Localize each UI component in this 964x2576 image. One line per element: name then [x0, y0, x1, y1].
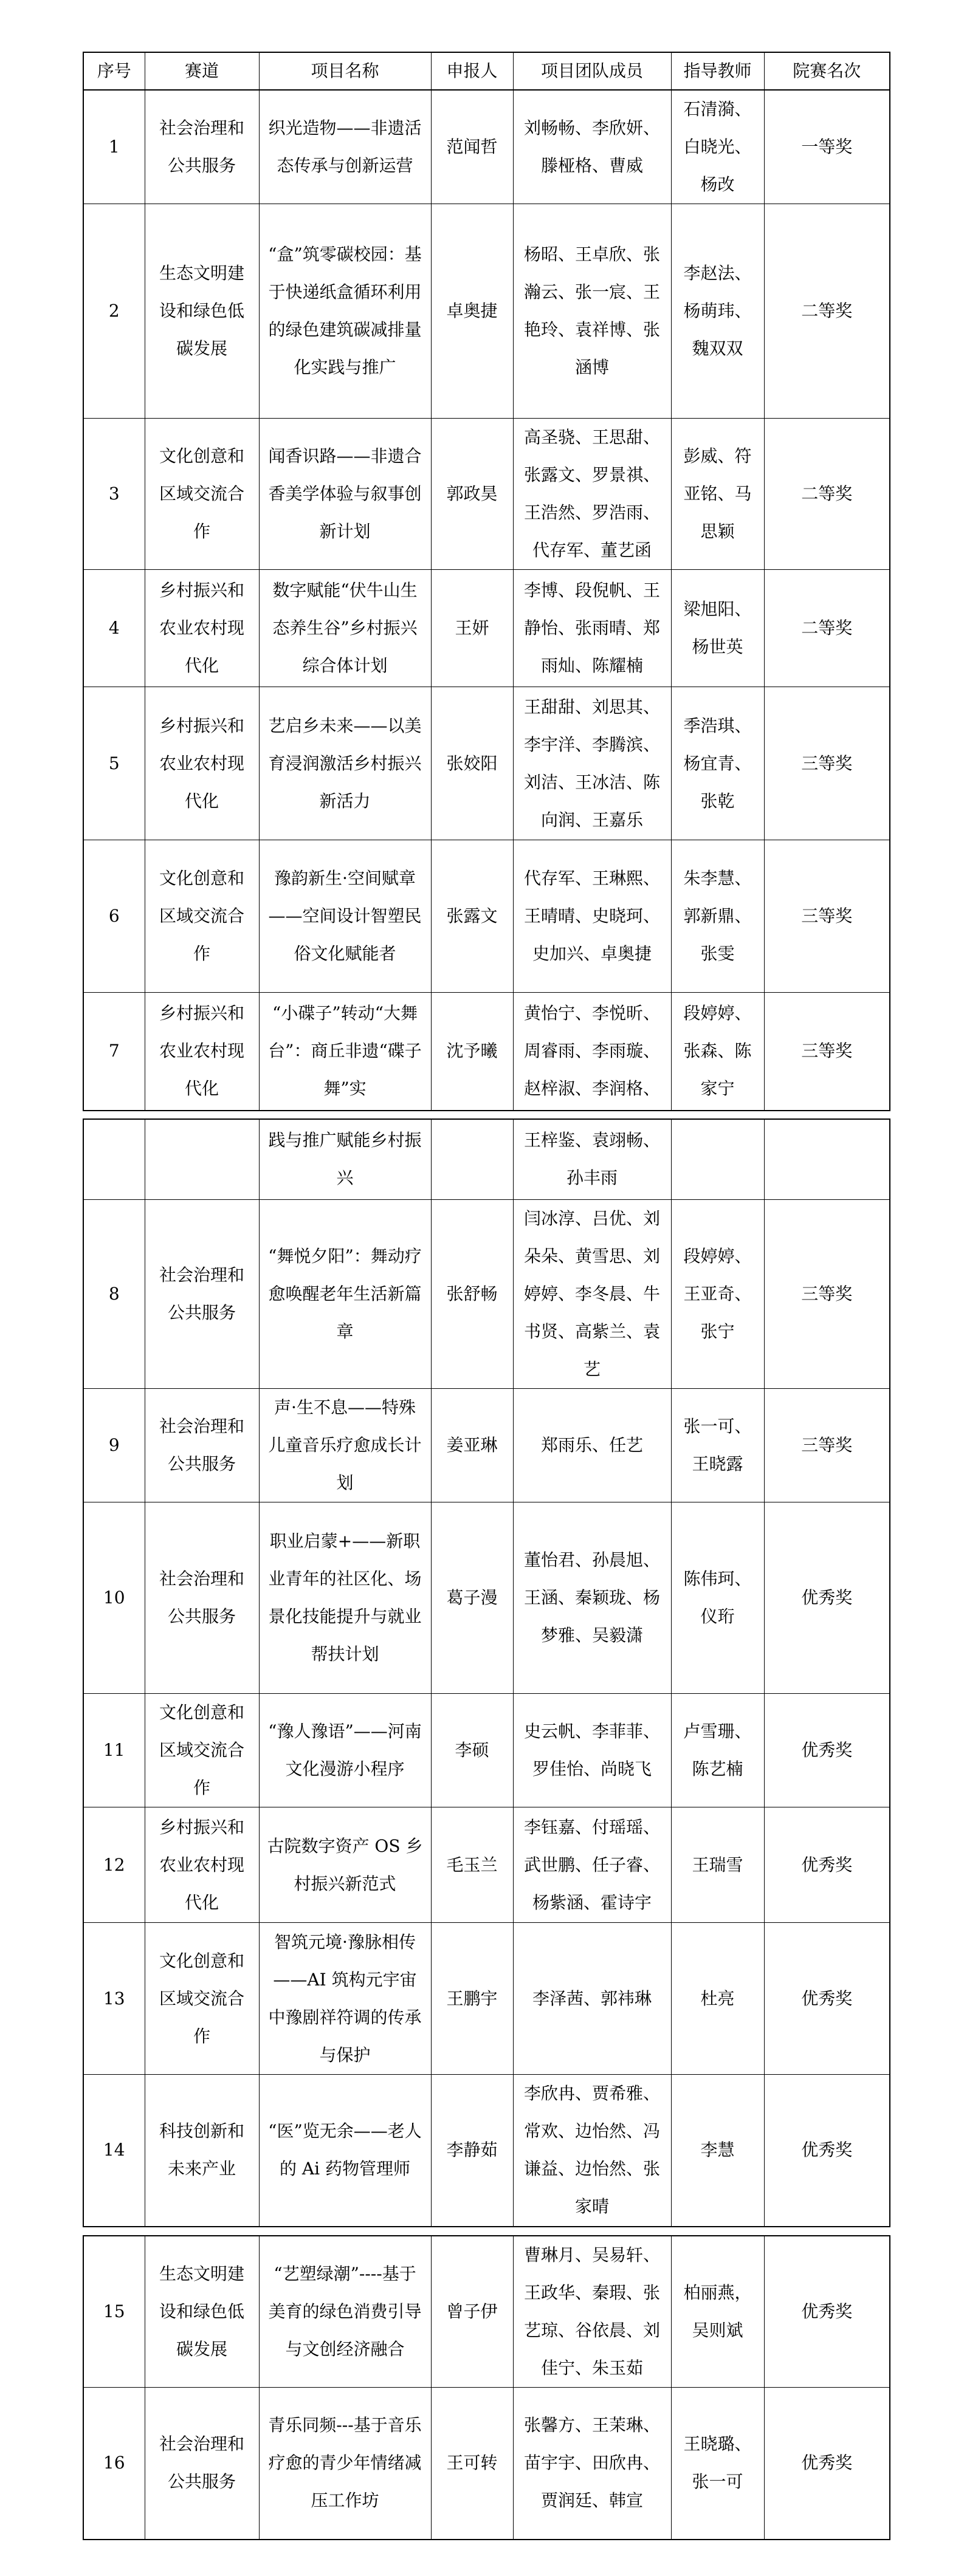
members-cell: 史云帆、李菲菲、罗佳怡、尚晓飞	[513, 1694, 671, 1807]
project-cell: “豫人豫语”——河南文化漫游小程序	[259, 1694, 431, 1807]
teachers-cell: 张一可、王晓露	[671, 1389, 764, 1502]
seq-cell: 1	[83, 90, 145, 204]
seq-cell: 12	[83, 1807, 145, 1923]
col-header-track: 赛道	[145, 52, 259, 90]
members-cell: 李博、段倪帆、王静怡、张雨晴、郑雨灿、陈耀楠	[513, 570, 671, 687]
project-cell: 豫韵新生·空间赋章——空间设计智塑民俗文化赋能者	[259, 840, 431, 993]
track-cell	[145, 1119, 259, 1200]
seq-cell: 13	[83, 1923, 145, 2075]
rank-cell: 优秀奖	[764, 2388, 890, 2540]
applicant-cell: 郭政昊	[431, 419, 513, 570]
teachers-cell: 朱李慧、郭新鼎、张雯	[671, 840, 764, 993]
project-cell: “盒”筑零碳校园：基于快递纸盒循环利用的绿色建筑碳减排量化实践与推广	[259, 204, 431, 419]
rank-cell: 三等奖	[764, 1200, 890, 1389]
table-row	[83, 419, 890, 570]
rank-cell: 三等奖	[764, 840, 890, 993]
rank-cell: 二等奖	[764, 419, 890, 570]
seq-cell: 8	[83, 1200, 145, 1389]
applicant-cell: 沈予曦	[431, 993, 513, 1111]
rank-cell: 优秀奖	[764, 1694, 890, 1807]
project-cell: 闻香识路——非遗合香美学体验与叙事创新计划	[259, 419, 431, 570]
table-row-continuation	[83, 1119, 890, 1200]
teachers-cell: 杜亮	[671, 1923, 764, 2075]
track-cell: 社会治理和公共服务	[145, 1502, 259, 1694]
table-row	[83, 2236, 890, 2388]
rank-cell: 优秀奖	[764, 1502, 890, 1694]
rank-cell: 三等奖	[764, 1389, 890, 1502]
rank-cell	[764, 1119, 890, 1200]
project-cell: 声·生不息——特殊儿童音乐疗愈成长计划	[259, 1389, 431, 1502]
seq-cell: 2	[83, 204, 145, 419]
rank-cell: 优秀奖	[764, 2236, 890, 2388]
project-cell: “小碟子”转动“大舞台”：商丘非遗“碟子舞”实	[259, 993, 431, 1111]
table-row	[83, 1389, 890, 1502]
members-cell: 董怡君、孙晨旭、王涵、秦颖珑、杨梦雅、吴毅潇	[513, 1502, 671, 1694]
results-table-part-3	[83, 2235, 890, 2540]
applicant-cell: 王鹏宇	[431, 1923, 513, 2075]
track-cell: 社会治理和公共服务	[145, 90, 259, 204]
applicant-cell: 姜亚琳	[431, 1389, 513, 1502]
table-row	[83, 1694, 890, 1807]
members-cell: 张馨方、王茉琳、苗宇宇、田欣冉、贾润廷、韩宣	[513, 2388, 671, 2540]
col-header-rank: 院赛名次	[764, 52, 890, 90]
teachers-cell: 卢雪珊、陈艺楠	[671, 1694, 764, 1807]
rank-cell: 三等奖	[764, 687, 890, 840]
seq-cell: 3	[83, 419, 145, 570]
table-row	[83, 1200, 890, 1389]
track-cell: 生态文明建设和绿色低碳发展	[145, 2236, 259, 2388]
teachers-cell: 李慧	[671, 2075, 764, 2227]
applicant-cell: 张姣阳	[431, 687, 513, 840]
seq-cell: 16	[83, 2388, 145, 2540]
members-cell: 代存军、王琳熙、王晴晴、史晓珂、史加兴、卓奥捷	[513, 840, 671, 993]
members-cell: 刘畅畅、李欣妍、滕桠格、曹威	[513, 90, 671, 204]
table-row	[83, 204, 890, 419]
rank-cell: 一等奖	[764, 90, 890, 204]
teachers-cell: 梁旭阳、杨世英	[671, 570, 764, 687]
members-cell: 王梓鉴、袁翊畅、孙丰雨	[513, 1119, 671, 1200]
results-table-part-1	[83, 52, 890, 1111]
seq-cell: 9	[83, 1389, 145, 1502]
teachers-cell	[671, 1119, 764, 1200]
seq-cell: 7	[83, 993, 145, 1111]
project-cell: 职业启蒙+——新职业青年的社区化、场景化技能提升与就业帮扶计划	[259, 1502, 431, 1694]
seq-cell: 15	[83, 2236, 145, 2388]
applicant-cell	[431, 1119, 513, 1200]
applicant-cell: 张舒畅	[431, 1200, 513, 1389]
teachers-cell: 季浩琪、杨宜青、张乾	[671, 687, 764, 840]
project-cell: 织光造物——非遗活态传承与创新运营	[259, 90, 431, 204]
applicant-cell: 王妍	[431, 570, 513, 687]
rank-cell: 二等奖	[764, 204, 890, 419]
members-cell: 李泽茜、郭祎琳	[513, 1923, 671, 2075]
teachers-cell: 段婷婷、张森、陈家宁	[671, 993, 764, 1111]
project-cell: “舞悦夕阳”：舞动疗愈唤醒老年生活新篇章	[259, 1200, 431, 1389]
results-table-part-2	[83, 1118, 890, 2227]
members-cell: 黄怡宁、李悦昕、周睿雨、李雨璇、赵梓淑、李润格、	[513, 993, 671, 1111]
table-row	[83, 687, 890, 840]
applicant-cell: 李硕	[431, 1694, 513, 1807]
table-row	[83, 993, 890, 1111]
table-row	[83, 1807, 890, 1923]
applicant-cell: 卓奥捷	[431, 204, 513, 419]
col-header-teachers: 指导教师	[671, 52, 764, 90]
project-cell: “艺塑绿潮”----基于美育的绿色消费引导与文创经济融合	[259, 2236, 431, 2388]
rank-cell: 优秀奖	[764, 2075, 890, 2227]
members-cell: 闫冰淳、吕优、刘朵朵、黄雪思、刘婷婷、李冬晨、牛书贤、高紫兰、袁艺	[513, 1200, 671, 1389]
project-cell: 践与推广赋能乡村振兴	[259, 1119, 431, 1200]
project-cell: “医”览无余——老人的 Ai 药物管理师	[259, 2075, 431, 2227]
project-cell: 青乐同频---基于音乐疗愈的青少年情绪减压工作坊	[259, 2388, 431, 2540]
table-row	[83, 840, 890, 993]
table-row	[83, 1502, 890, 1694]
teachers-cell: 段婷婷、王亚奇、张宁	[671, 1200, 764, 1389]
rank-cell: 优秀奖	[764, 1923, 890, 2075]
col-header-project: 项目名称	[259, 52, 431, 90]
applicant-cell: 葛子漫	[431, 1502, 513, 1694]
seq-cell: 10	[83, 1502, 145, 1694]
members-cell: 李欣冉、贾希雅、常欢、边怡然、冯谦益、边怡然、张家晴	[513, 2075, 671, 2227]
members-cell: 杨昭、王卓欣、张瀚云、张一宸、王艳玲、袁祥博、张涵博	[513, 204, 671, 419]
rank-cell: 二等奖	[764, 570, 890, 687]
track-cell: 乡村振兴和农业农村现代化	[145, 687, 259, 840]
table-row	[83, 90, 890, 204]
track-cell: 社会治理和公共服务	[145, 1389, 259, 1502]
seq-cell	[83, 1119, 145, 1200]
rank-cell: 优秀奖	[764, 1807, 890, 1923]
members-cell: 王甜甜、刘思其、李宇洋、李腾滨、刘洁、王冰洁、陈向润、王嘉乐	[513, 687, 671, 840]
applicant-cell: 张露文	[431, 840, 513, 993]
members-cell: 李钰嘉、付瑶瑶、武世鹏、任子睿、杨紫涵、霍诗宇	[513, 1807, 671, 1923]
seq-cell: 5	[83, 687, 145, 840]
track-cell: 乡村振兴和农业农村现代化	[145, 570, 259, 687]
applicant-cell: 范闻哲	[431, 90, 513, 204]
applicant-cell: 王可转	[431, 2388, 513, 2540]
teachers-cell: 彭威、符亚铭、马思颖	[671, 419, 764, 570]
members-cell: 郑雨乐、任艺	[513, 1389, 671, 1502]
col-header-applicant: 申报人	[431, 52, 513, 90]
teachers-cell: 李赵法、杨萌玮、魏双双	[671, 204, 764, 419]
col-header-members: 项目团队成员	[513, 52, 671, 90]
seq-cell: 4	[83, 570, 145, 687]
col-header-seq: 序号	[83, 52, 145, 90]
teachers-cell: 石清漪、白晓光、杨改	[671, 90, 764, 204]
table-row	[83, 570, 890, 687]
teachers-cell: 陈伟珂、仪珩	[671, 1502, 764, 1694]
applicant-cell: 曾子伊	[431, 2236, 513, 2388]
track-cell: 社会治理和公共服务	[145, 1200, 259, 1389]
applicant-cell: 毛玉兰	[431, 1807, 513, 1923]
table-header-row	[83, 52, 890, 90]
seq-cell: 11	[83, 1694, 145, 1807]
table-row	[83, 1923, 890, 2075]
table-row	[83, 2075, 890, 2227]
track-cell: 乡村振兴和农业农村现代化	[145, 1807, 259, 1923]
teachers-cell: 柏丽燕，吴则斌	[671, 2236, 764, 2388]
track-cell: 文化创意和区域交流合作	[145, 1694, 259, 1807]
track-cell: 社会治理和公共服务	[145, 2388, 259, 2540]
track-cell: 生态文明建设和绿色低碳发展	[145, 204, 259, 419]
teachers-cell: 王晓璐、张一可	[671, 2388, 764, 2540]
members-cell: 曹琳月、吴易轩、王政华、秦瑕、张艺琼、谷依晨、刘佳宁、朱玉茹	[513, 2236, 671, 2388]
project-cell: 古院数字资产 OS 乡村振兴新范式	[259, 1807, 431, 1923]
seq-cell: 6	[83, 840, 145, 993]
track-cell: 文化创意和区域交流合作	[145, 419, 259, 570]
project-cell: 数字赋能“伏牛山生态养生谷”乡村振兴综合体计划	[259, 570, 431, 687]
track-cell: 乡村振兴和农业农村现代化	[145, 993, 259, 1111]
track-cell: 文化创意和区域交流合作	[145, 840, 259, 993]
project-cell: 智筑元境·豫脉相传——AI 筑构元宇宙中豫剧祥符调的传承与保护	[259, 1923, 431, 2075]
members-cell: 高圣骁、王思甜、张露文、罗景祺、王浩然、罗浩雨、代存军、董艺函	[513, 419, 671, 570]
seq-cell: 14	[83, 2075, 145, 2227]
applicant-cell: 李静茹	[431, 2075, 513, 2227]
rank-cell: 三等奖	[764, 993, 890, 1111]
project-cell: 艺启乡未来——以美育浸润激活乡村振兴新活力	[259, 687, 431, 840]
teachers-cell: 王瑞雪	[671, 1807, 764, 1923]
track-cell: 文化创意和区域交流合作	[145, 1923, 259, 2075]
table-row	[83, 2388, 890, 2540]
track-cell: 科技创新和未来产业	[145, 2075, 259, 2227]
